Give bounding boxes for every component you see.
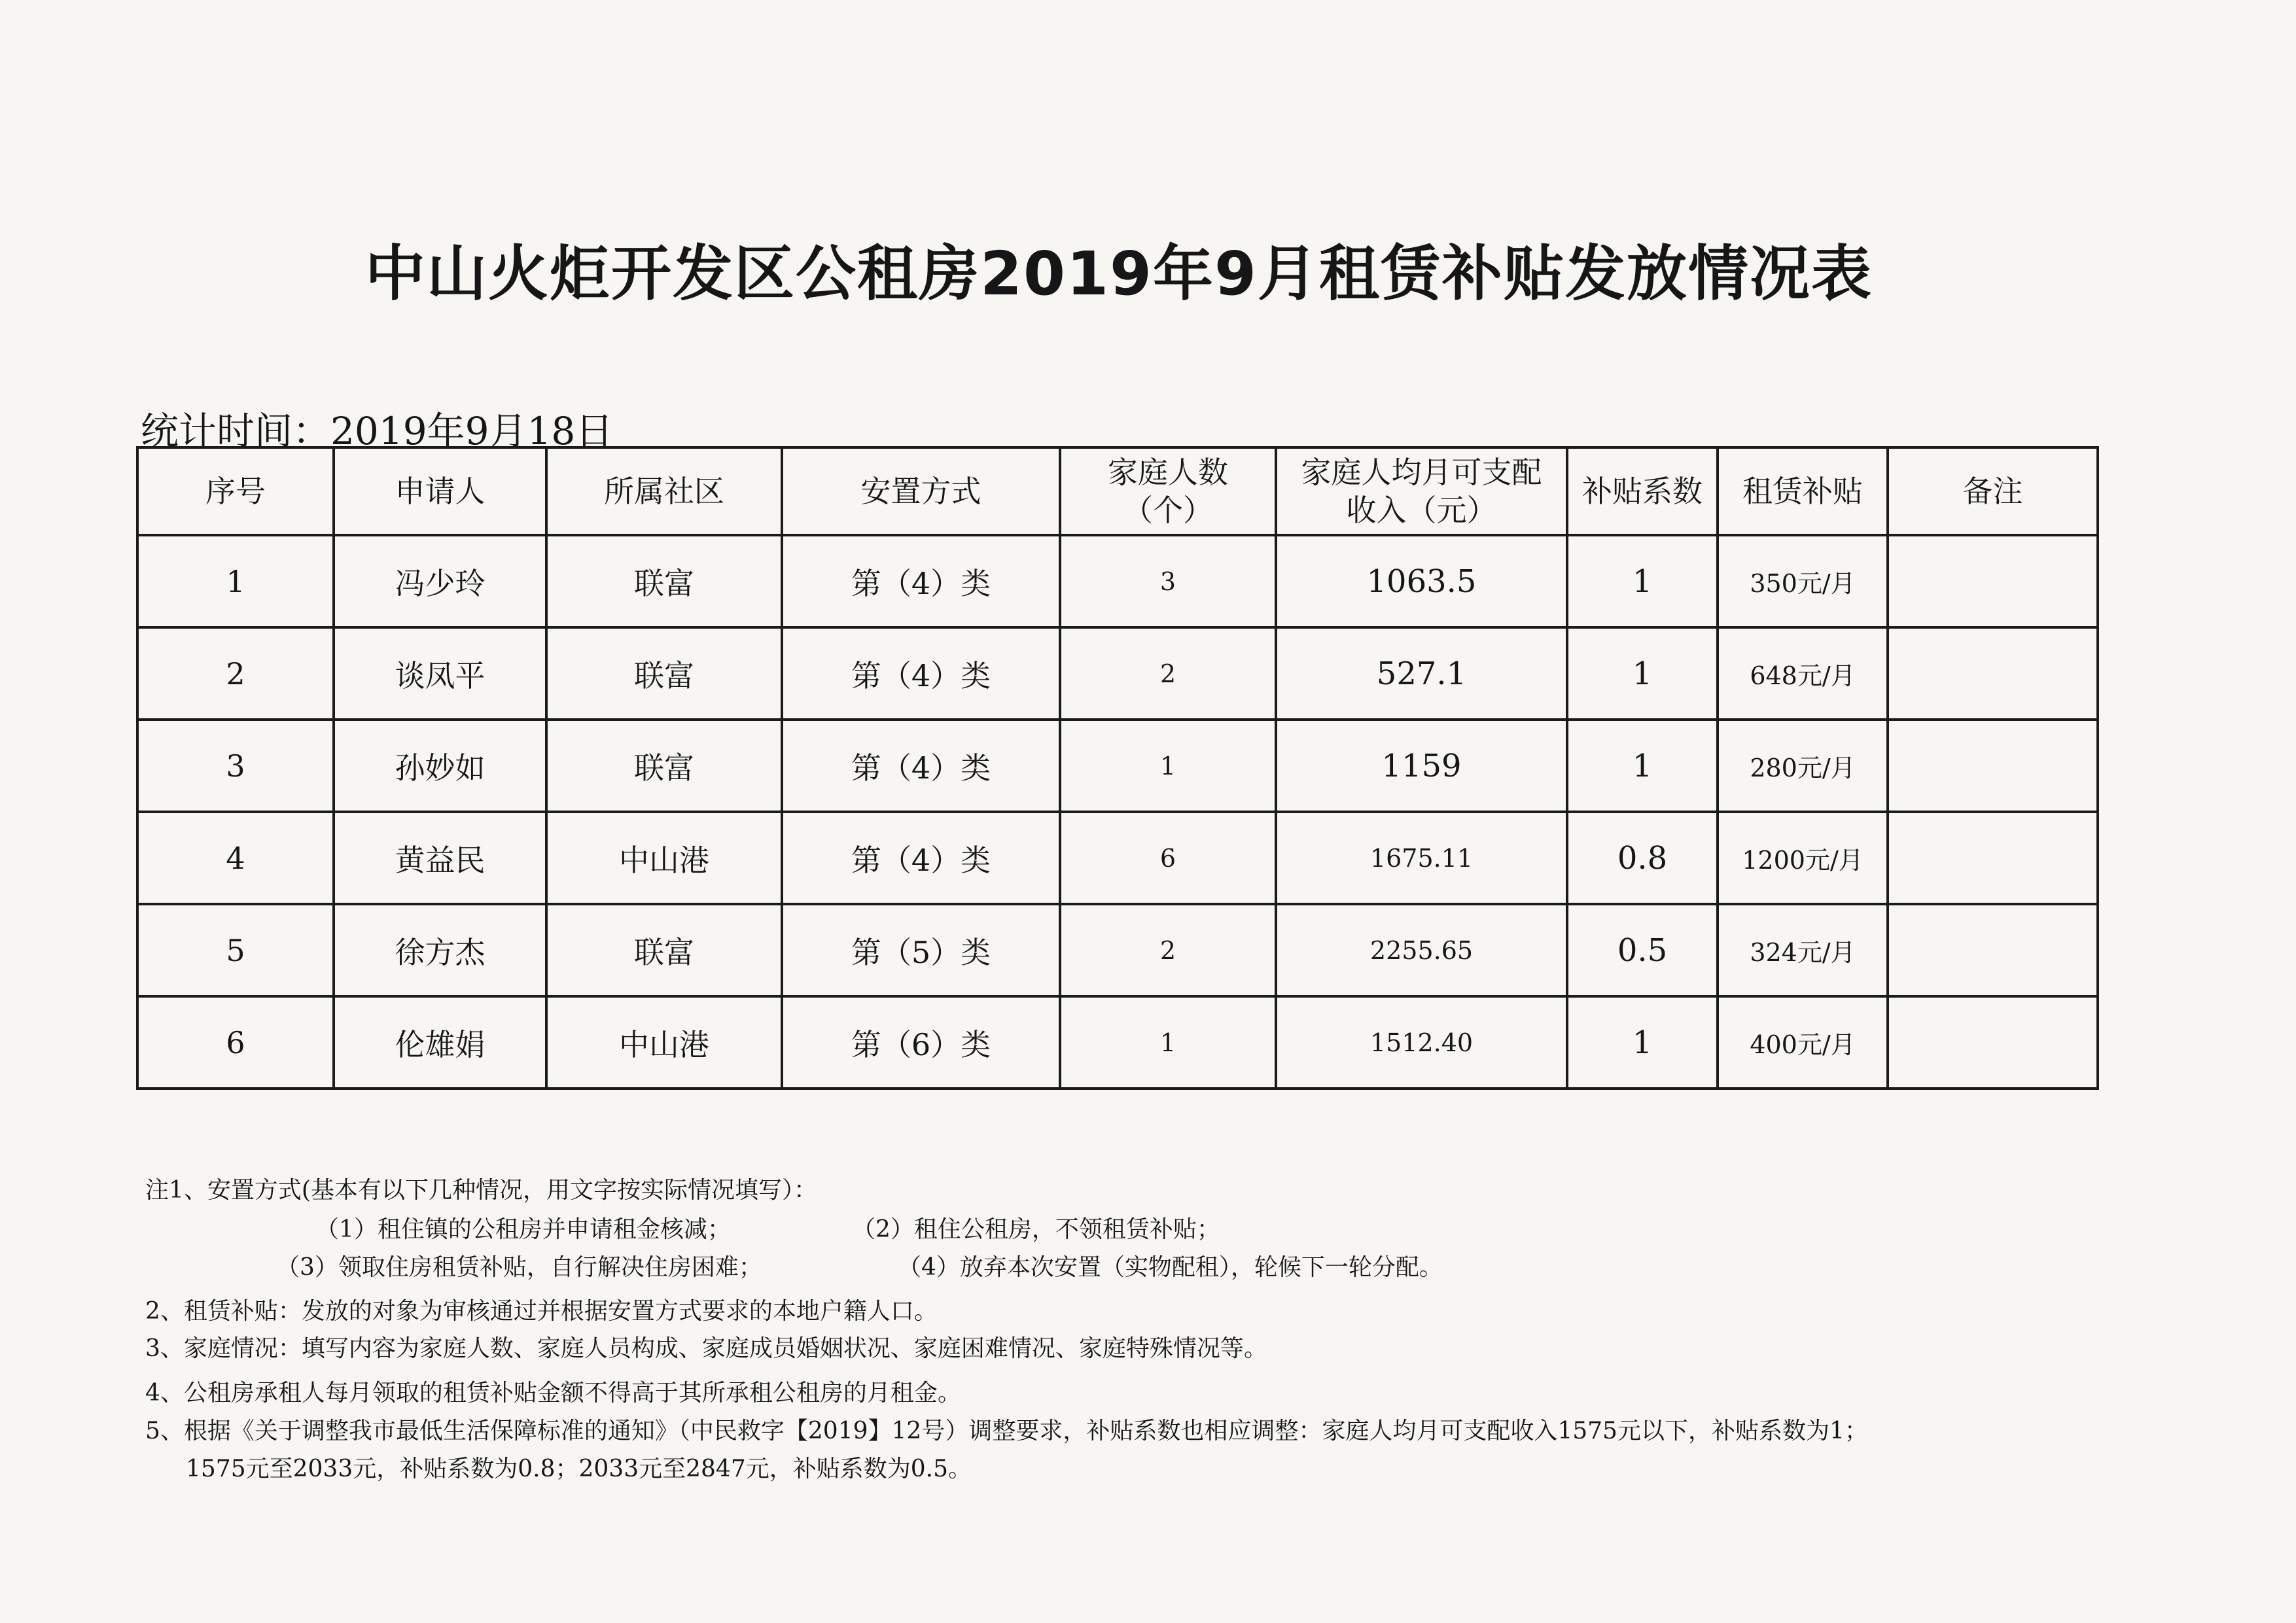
header-applicant: 申请人 — [334, 447, 546, 535]
cell-household-size: 6 — [1060, 812, 1276, 904]
cell-applicant: 徐方杰 — [334, 904, 546, 996]
cell-coefficient: 0.8 — [1567, 812, 1718, 904]
cell-coefficient: 1 — [1567, 720, 1718, 812]
cell-placement: 第（4）类 — [782, 627, 1060, 720]
cell-remarks — [1888, 812, 2098, 904]
header-household-size — [1060, 447, 1276, 535]
cell-remarks — [1888, 720, 2098, 812]
cell-seq: 1 — [137, 535, 334, 627]
cell-subsidy: 1200元/月 — [1718, 812, 1888, 904]
header-income — [1276, 447, 1567, 535]
cell-household-size: 3 — [1060, 535, 1276, 627]
cell-seq: 4 — [137, 812, 334, 904]
table-row — [137, 904, 2098, 996]
cell-community: 中山港 — [546, 996, 782, 1089]
note-4: 4、公租房承租人每月领取的租赁补贴金额不得高于其所承租公租房的月租金。 — [145, 1380, 961, 1406]
cell-income: 527.1 — [1276, 627, 1567, 720]
table-header-row — [137, 447, 2098, 535]
header-household-size-l1: 家庭人数 — [1108, 455, 1228, 490]
header-placement: 安置方式 — [782, 447, 1060, 535]
cell-coefficient: 1 — [1567, 535, 1718, 627]
header-subsidy: 租赁补贴 — [1718, 447, 1888, 535]
note-3: 3、家庭情况：填写内容为家庭人数、家庭人员构成、家庭成员婚姻状况、家庭困难情况、家庭特殊情况等。 — [145, 1335, 1267, 1362]
cell-subsidy: 350元/月 — [1718, 535, 1888, 627]
cell-income: 1675.11 — [1276, 812, 1567, 904]
cell-applicant: 谈凤平 — [334, 627, 546, 720]
cell-applicant: 孙妙如 — [334, 720, 546, 812]
header-income-l2: 收入（元） — [1346, 493, 1497, 528]
note-5: 5、根据《关于调整我市最低生活保障标准的通知》（中民救字【2019】12号）调整要求，补贴系数也相应调整：家庭人均月可支配收入1575元以下，补贴系数为1； — [145, 1418, 1868, 1444]
cell-remarks — [1888, 904, 2098, 996]
cell-income: 1063.5 — [1276, 535, 1567, 627]
cell-seq: 6 — [137, 996, 334, 1089]
cell-placement: 第（4）类 — [782, 720, 1060, 812]
cell-coefficient: 1 — [1567, 996, 1718, 1089]
cell-seq: 5 — [137, 904, 334, 996]
cell-remarks — [1888, 535, 2098, 627]
table-row — [137, 720, 2098, 812]
note-1-option-2: （2）租住公租房，不领租赁补贴； — [852, 1216, 1220, 1243]
table-row — [137, 627, 2098, 720]
cell-applicant: 黄益民 — [334, 812, 546, 904]
cell-subsidy: 648元/月 — [1718, 627, 1888, 720]
cell-community: 中山港 — [546, 812, 782, 904]
cell-coefficient: 0.5 — [1567, 904, 1718, 996]
stat-time: 统计时间：2019年9月18日 — [141, 409, 614, 453]
cell-applicant: 冯少玲 — [334, 535, 546, 627]
cell-seq: 3 — [137, 720, 334, 812]
table-row — [137, 812, 2098, 904]
cell-household-size: 2 — [1060, 904, 1276, 996]
cell-placement: 第（5）类 — [782, 904, 1060, 996]
cell-community: 联富 — [546, 535, 782, 627]
cell-community: 联富 — [546, 904, 782, 996]
cell-remarks — [1888, 627, 2098, 720]
cell-placement: 第（6）类 — [782, 996, 1060, 1089]
table-row — [137, 535, 2098, 627]
subsidy-table — [136, 446, 2099, 1090]
table-row — [137, 996, 2098, 1089]
header-coefficient: 补贴系数 — [1567, 447, 1718, 535]
header-remarks: 备注 — [1888, 447, 2098, 535]
cell-income: 1512.40 — [1276, 996, 1567, 1089]
cell-subsidy: 324元/月 — [1718, 904, 1888, 996]
note-5-continued: 1575元至2033元，补贴系数为0.8；2033元至2847元，补贴系数为0.5。 — [186, 1456, 972, 1482]
header-community: 所属社区 — [546, 447, 782, 535]
note-1-option-4: （4）放弃本次安置（实物配租），轮候下一轮分配。 — [898, 1254, 1443, 1281]
cell-community: 联富 — [546, 627, 782, 720]
header-seq: 序号 — [137, 447, 334, 535]
cell-household-size: 1 — [1060, 996, 1276, 1089]
cell-income: 2255.65 — [1276, 904, 1567, 996]
cell-subsidy: 400元/月 — [1718, 996, 1888, 1089]
note-1-option-3: （3）领取住房租赁补贴，自行解决住房困难； — [276, 1254, 762, 1281]
cell-subsidy: 280元/月 — [1718, 720, 1888, 812]
cell-income: 1159 — [1276, 720, 1567, 812]
note-2: 2、租赁补贴：发放的对象为审核通过并根据安置方式要求的本地户籍人口。 — [145, 1298, 938, 1325]
note-1-option-1: （1）租住镇的公租房并申请租金核减； — [315, 1216, 731, 1243]
note-1: 注1、安置方式(基本有以下几种情况，用文字按实际情况填写）： — [145, 1177, 817, 1204]
cell-seq: 2 — [137, 627, 334, 720]
cell-placement: 第（4）类 — [782, 812, 1060, 904]
cell-community: 联富 — [546, 720, 782, 812]
header-household-size-l2: （个） — [1123, 493, 1213, 528]
cell-coefficient: 1 — [1567, 627, 1718, 720]
cell-applicant: 伦雄娟 — [334, 996, 546, 1089]
cell-remarks — [1888, 996, 2098, 1089]
cell-household-size: 1 — [1060, 720, 1276, 812]
page-title: 中山火炬开发区公租房2019年9月租赁补贴发放情况表 — [364, 239, 1873, 309]
cell-household-size: 2 — [1060, 627, 1276, 720]
cell-placement: 第（4）类 — [782, 535, 1060, 627]
header-income-l1: 家庭人均月可支配 — [1301, 455, 1542, 490]
